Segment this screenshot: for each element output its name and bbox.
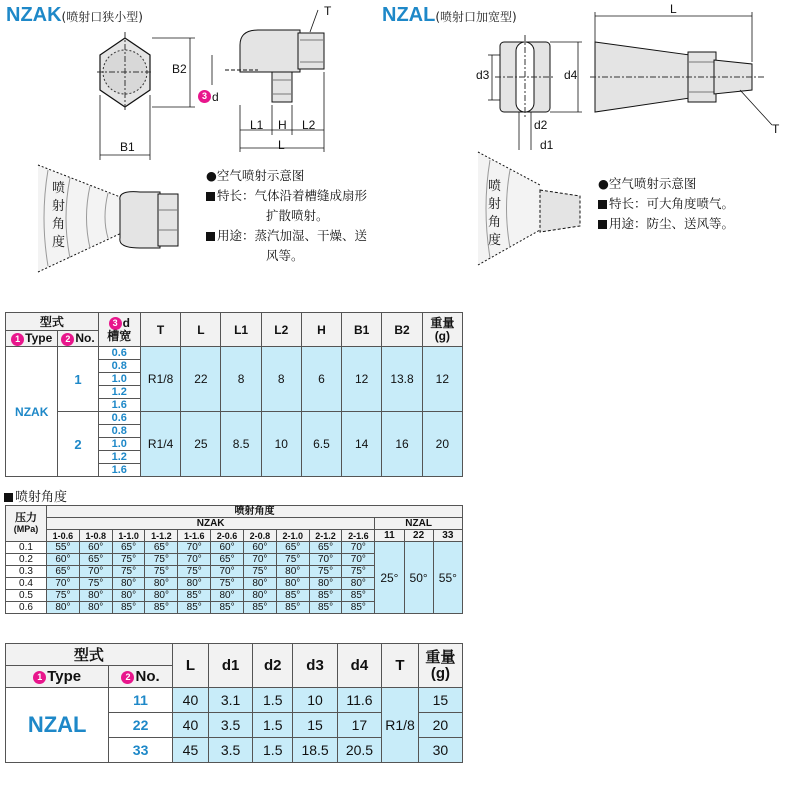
t1-header-b1: B1 xyxy=(342,313,382,347)
nzal-subtitle: (喷射口加宽型) xyxy=(435,10,517,24)
t1-cell-l1: 8 xyxy=(221,347,261,412)
t3-cell-l: 45 xyxy=(172,738,208,763)
nzak-label-b2: B2 xyxy=(172,62,187,76)
t3-header-l: L xyxy=(172,644,208,688)
t3-cell-d1: 3.5 xyxy=(209,738,253,763)
t2-col-nzal: 33 xyxy=(433,530,462,542)
t2-angle-cell: 70° xyxy=(309,554,342,566)
t2-pressure: 0.2 xyxy=(6,554,47,566)
t2-angle-cell: 80° xyxy=(47,602,80,614)
t1-cell-l1: 8.5 xyxy=(221,412,261,477)
t3-cell-l: 40 xyxy=(172,713,208,738)
t1-size: 0.6 xyxy=(98,412,140,425)
t1-header-l2: L2 xyxy=(261,313,301,347)
t3-header-d3: d3 xyxy=(293,644,337,688)
t2-angle-cell: 60° xyxy=(47,554,80,566)
t3-cell-weight: 20 xyxy=(418,713,462,738)
nzak-notes: ●空气喷射示意图 特长：气体沿着槽缝成扇形 扩散喷射。 用途：蒸汽加湿、干燥、送 风等。 xyxy=(206,168,368,263)
t2-angle-cell: 80° xyxy=(276,578,309,590)
nzal-notes: ●空气喷射示意图 特长：可大角度喷气。 用途：防尘、送风等。 xyxy=(598,176,735,231)
t2-angle-cell: 75° xyxy=(309,566,342,578)
t2-angle-cell: 70° xyxy=(211,566,244,578)
t1-header-no: 2 No. xyxy=(58,331,98,347)
t2-angle-cell: 85° xyxy=(211,602,244,614)
nzak-spray-angle-text: 喷 射 角 度 xyxy=(52,181,66,250)
t2-col-nzal: 11 xyxy=(375,530,404,542)
t3-no: 11 xyxy=(109,688,173,713)
t1-size: 0.6 xyxy=(98,347,140,360)
t1-no: 1 xyxy=(58,347,98,412)
nzak-subtitle: (喷射口狭小型) xyxy=(61,10,143,24)
t2-angle-cell: 60° xyxy=(79,542,112,554)
t2-angle-cell: 70° xyxy=(178,554,211,566)
spray-angle-table xyxy=(5,505,463,614)
t3-header-model: 型式 xyxy=(6,644,173,666)
t3-header-t: T xyxy=(382,644,419,688)
t2-nzal-angle-cell: 50° xyxy=(404,542,433,614)
t2-angle-cell: 70° xyxy=(243,554,276,566)
t3-cell-d3: 10 xyxy=(293,688,337,713)
t2-angle-cell: 80° xyxy=(79,602,112,614)
t3-cell-d4: 20.5 xyxy=(337,738,381,763)
nzak-label-l1: L1 xyxy=(250,118,264,132)
t3-cell-l: 40 xyxy=(172,688,208,713)
t1-cell-b2: 16 xyxy=(382,412,422,477)
nzal-label-d3: d3 xyxy=(476,68,490,82)
t2-header-angle: 喷射角度 xyxy=(47,506,463,518)
t3-no: 33 xyxy=(109,738,173,763)
t2-angle-cell: 75° xyxy=(178,566,211,578)
nzak-label-h: H xyxy=(278,118,287,132)
t2-angle-cell: 65° xyxy=(79,554,112,566)
t1-cell-weight: 20 xyxy=(422,412,462,477)
t1-cell-l2: 8 xyxy=(261,347,301,412)
t2-angle-cell: 80° xyxy=(243,578,276,590)
t2-col-nzak: 1-0.6 xyxy=(47,530,80,542)
t2-col-nzak: 1-1.0 xyxy=(112,530,145,542)
t2-angle-cell: 65° xyxy=(145,542,178,554)
t2-angle-cell: 85° xyxy=(309,602,342,614)
nzak-label-b1: B1 xyxy=(120,140,135,154)
t2-col-nzak: 2-1.2 xyxy=(309,530,342,542)
t3-header-type: 1 Type xyxy=(6,666,109,688)
t1-header-d: 3 d 槽宽 xyxy=(98,313,140,347)
t2-angle-cell: 60° xyxy=(243,542,276,554)
nzak-label-t: T xyxy=(324,4,332,18)
t3-cell-d1: 3.5 xyxy=(209,713,253,738)
t2-angle-cell: 75° xyxy=(276,554,309,566)
t2-row xyxy=(6,542,463,554)
t2-angle-cell: 65° xyxy=(47,566,80,578)
t2-pressure: 0.5 xyxy=(6,590,47,602)
t2-angle-cell: 70° xyxy=(79,566,112,578)
t2-angle-cell: 75° xyxy=(47,590,80,602)
t2-header-pressure: 压力 (MPa) xyxy=(6,506,47,542)
nzal-label-t: T xyxy=(772,122,780,136)
t3-cell-d1: 3.1 xyxy=(209,688,253,713)
t1-size: 1.0 xyxy=(98,438,140,451)
t3-cell-d3: 15 xyxy=(293,713,337,738)
t2-nzal-angle-cell: 25° xyxy=(375,542,404,614)
t2-pressure: 0.4 xyxy=(6,578,47,590)
t2-angle-cell: 85° xyxy=(276,602,309,614)
t2-angle-cell: 85° xyxy=(243,602,276,614)
nzal-label-l: L xyxy=(670,2,677,16)
t2-angle-cell: 85° xyxy=(342,602,375,614)
t1-no: 2 xyxy=(58,412,98,477)
t2-angle-cell: 75° xyxy=(112,554,145,566)
t2-angle-cell: 70° xyxy=(47,578,80,590)
t2-col-nzak: 1-1.2 xyxy=(145,530,178,542)
t3-cell-t: R1/8 xyxy=(382,688,419,763)
t1-size: 1.2 xyxy=(98,386,140,399)
t2-angle-cell: 80° xyxy=(178,578,211,590)
t3-cell-d2: 1.5 xyxy=(253,688,293,713)
t2-pressure: 0.1 xyxy=(6,542,47,554)
t1-cell-l: 22 xyxy=(181,347,221,412)
t1-header-l: L xyxy=(181,313,221,347)
t3-header-weight: 重量 (g) xyxy=(418,644,462,688)
t1-header-weight: 重量 (g) xyxy=(422,313,462,347)
t2-pressure: 0.3 xyxy=(6,566,47,578)
t1-header-h: H xyxy=(301,313,341,347)
t2-angle-cell: 85° xyxy=(276,590,309,602)
t2-angle-cell: 75° xyxy=(145,566,178,578)
t2-angle-cell: 80° xyxy=(145,590,178,602)
t1-cell-h: 6 xyxy=(301,347,341,412)
t2-angle-cell: 70° xyxy=(178,542,211,554)
nzal-label-d4: d4 xyxy=(564,68,578,82)
t1-cell-t: R1/8 xyxy=(140,347,181,412)
t2-angle-cell: 85° xyxy=(342,590,375,602)
t3-type-nzal: NZAL xyxy=(6,688,109,763)
t2-nzal-angle-cell: 55° xyxy=(433,542,462,614)
nzak-label-d: 3 d xyxy=(198,86,219,105)
t2-angle-cell: 75° xyxy=(79,578,112,590)
t2-angle-cell: 65° xyxy=(309,542,342,554)
t1-header-type: 1 Type xyxy=(6,331,58,347)
t2-header-nzal: NZAL xyxy=(375,518,463,530)
nzal-dimension-table xyxy=(5,643,463,763)
t3-header-d2: d2 xyxy=(253,644,293,688)
t2-col-nzak: 1-0.8 xyxy=(79,530,112,542)
t1-cell-weight: 12 xyxy=(422,347,462,412)
nzal-label-d2: d2 xyxy=(534,118,548,132)
t2-angle-cell: 80° xyxy=(243,590,276,602)
t1-type-nzak: NZAK xyxy=(6,347,58,477)
nzak-title: NZAK xyxy=(6,4,62,26)
t2-col-nzak: 2-1.0 xyxy=(276,530,309,542)
t3-cell-d3: 18.5 xyxy=(293,738,337,763)
t1-header-l1: L1 xyxy=(221,313,261,347)
t1-size: 1.2 xyxy=(98,451,140,464)
t1-cell-l2: 10 xyxy=(261,412,301,477)
t2-angle-cell: 80° xyxy=(211,590,244,602)
t2-angle-cell: 80° xyxy=(342,578,375,590)
t3-no: 22 xyxy=(109,713,173,738)
t1-cell-t: R1/4 xyxy=(140,412,181,477)
nzal-label-d1: d1 xyxy=(540,138,554,152)
nzal-title: NZAL xyxy=(382,4,436,26)
t2-col-nzal: 22 xyxy=(404,530,433,542)
t1-size: 0.8 xyxy=(98,360,140,373)
t2-col-nzak: 2-0.6 xyxy=(211,530,244,542)
t2-angle-cell: 65° xyxy=(112,542,145,554)
t3-cell-weight: 30 xyxy=(418,738,462,763)
t2-angle-cell: 80° xyxy=(145,578,178,590)
t3-header-d1: d1 xyxy=(209,644,253,688)
t1-header-model: 型式 xyxy=(6,313,99,331)
t1-size: 0.8 xyxy=(98,425,140,438)
t2-angle-cell: 55° xyxy=(47,542,80,554)
t2-angle-cell: 70° xyxy=(342,554,375,566)
t2-angle-cell: 80° xyxy=(276,566,309,578)
t3-cell-d2: 1.5 xyxy=(253,713,293,738)
t3-cell-d4: 17 xyxy=(337,713,381,738)
t2-angle-cell: 80° xyxy=(309,578,342,590)
t2-angle-cell: 85° xyxy=(112,602,145,614)
spray-angle-section-title: 喷射角度 xyxy=(4,486,67,505)
t3-cell-weight: 15 xyxy=(418,688,462,713)
t2-angle-cell: 75° xyxy=(342,566,375,578)
t1-cell-b2: 13.8 xyxy=(382,347,422,412)
t2-angle-cell: 85° xyxy=(178,602,211,614)
t1-cell-b1: 14 xyxy=(342,412,382,477)
t1-header-t: T xyxy=(140,313,181,347)
t2-angle-cell: 80° xyxy=(79,590,112,602)
nzak-label-l2: L2 xyxy=(302,118,316,132)
t2-col-nzak: 1-1.6 xyxy=(178,530,211,542)
t2-col-nzak: 2-1.6 xyxy=(342,530,375,542)
t2-pressure: 0.6 xyxy=(6,602,47,614)
t2-angle-cell: 65° xyxy=(276,542,309,554)
t3-header-d4: d4 xyxy=(337,644,381,688)
nzak-label-l: L xyxy=(278,138,285,152)
t2-angle-cell: 70° xyxy=(342,542,375,554)
t2-angle-cell: 75° xyxy=(211,578,244,590)
t2-angle-cell: 75° xyxy=(112,566,145,578)
t2-angle-cell: 80° xyxy=(112,590,145,602)
t2-angle-cell: 65° xyxy=(211,554,244,566)
t2-angle-cell: 85° xyxy=(178,590,211,602)
nzal-spray-angle-text: 喷 射 角 度 xyxy=(488,179,502,248)
t3-header-no: 2 No. xyxy=(109,666,173,688)
t1-size: 1.6 xyxy=(98,399,140,412)
t1-size: 1.6 xyxy=(98,464,140,477)
nzak-dimension-table xyxy=(5,312,463,477)
t2-angle-cell: 85° xyxy=(145,602,178,614)
t2-angle-cell: 75° xyxy=(145,554,178,566)
t1-cell-h: 6.5 xyxy=(301,412,341,477)
t2-angle-cell: 75° xyxy=(243,566,276,578)
t3-cell-d4: 11.6 xyxy=(337,688,381,713)
t3-cell-d2: 1.5 xyxy=(253,738,293,763)
t1-header-b2: B2 xyxy=(382,313,422,347)
t2-angle-cell: 85° xyxy=(309,590,342,602)
t1-cell-b1: 12 xyxy=(342,347,382,412)
t2-col-nzak: 2-0.8 xyxy=(243,530,276,542)
t2-header-nzak: NZAK xyxy=(47,518,375,530)
nzal-drawing xyxy=(400,0,800,300)
t1-cell-l: 25 xyxy=(181,412,221,477)
t2-angle-cell: 60° xyxy=(211,542,244,554)
t2-angle-cell: 80° xyxy=(112,578,145,590)
t1-size: 1.0 xyxy=(98,373,140,386)
